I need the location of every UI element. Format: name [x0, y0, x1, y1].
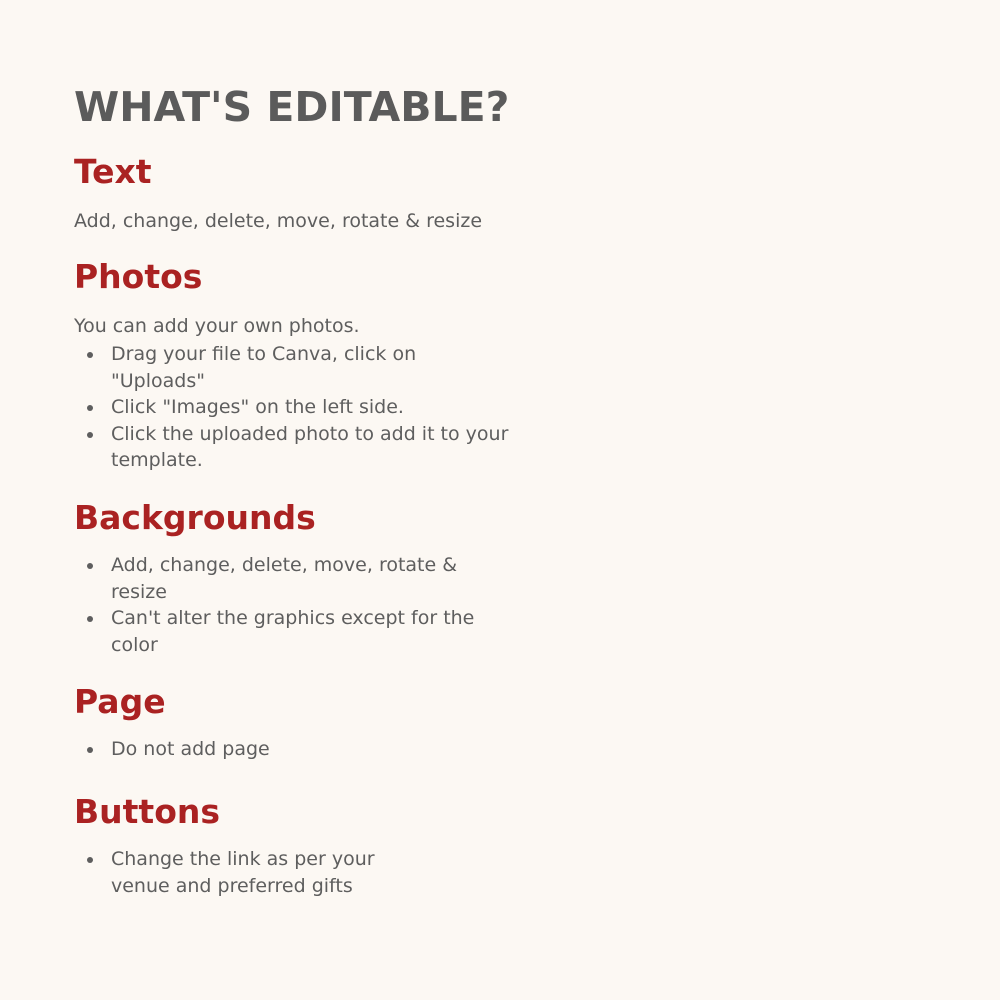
section-heading-buttons: Buttons: [74, 792, 221, 831]
section-heading-photos: Photos: [74, 257, 203, 296]
text-description: Add, change, delete, move, rotate & resize: [74, 210, 483, 232]
list-item-text: Drag your file to Canva, click on "Uploads": [111, 343, 417, 392]
list-item-text: Can't alter the graphics except for the color: [111, 607, 475, 656]
list-item-text: Do not add page: [111, 738, 270, 760]
bullet-dot-icon: [87, 747, 93, 753]
list-item-text: Change the link as per your venue and preferred gifts: [111, 848, 375, 897]
list-item: [74, 736, 511, 763]
bullet-dot-icon: [87, 563, 93, 569]
list-item-text: Click "Images" on the left side.: [111, 396, 404, 418]
photos-bullet-list: [74, 341, 521, 474]
list-item: [74, 605, 511, 658]
list-item-text: Add, change, delete, move, rotate & resize: [111, 554, 458, 603]
list-item: [74, 846, 399, 899]
list-item: [74, 421, 521, 474]
bullet-dot-icon: [87, 405, 93, 411]
bullet-dot-icon: [87, 352, 93, 358]
bullet-dot-icon: [87, 857, 93, 863]
list-item: [74, 552, 511, 605]
bullet-dot-icon: [87, 616, 93, 622]
page-bullet-list: [74, 736, 511, 763]
buttons-bullet-list: [74, 846, 399, 899]
section-heading-backgrounds: Backgrounds: [74, 498, 316, 537]
list-item-text: Click the uploaded photo to add it to your template.: [111, 422, 509, 471]
photos-description: You can add your own photos.: [74, 315, 360, 337]
page-title: WHAT'S EDITABLE?: [74, 83, 510, 131]
bullet-dot-icon: [87, 432, 93, 438]
list-item: [74, 341, 501, 394]
section-heading-page: Page: [74, 682, 166, 721]
backgrounds-bullet-list: [74, 552, 511, 658]
section-heading-text: Text: [74, 152, 152, 191]
list-item: [74, 394, 501, 421]
